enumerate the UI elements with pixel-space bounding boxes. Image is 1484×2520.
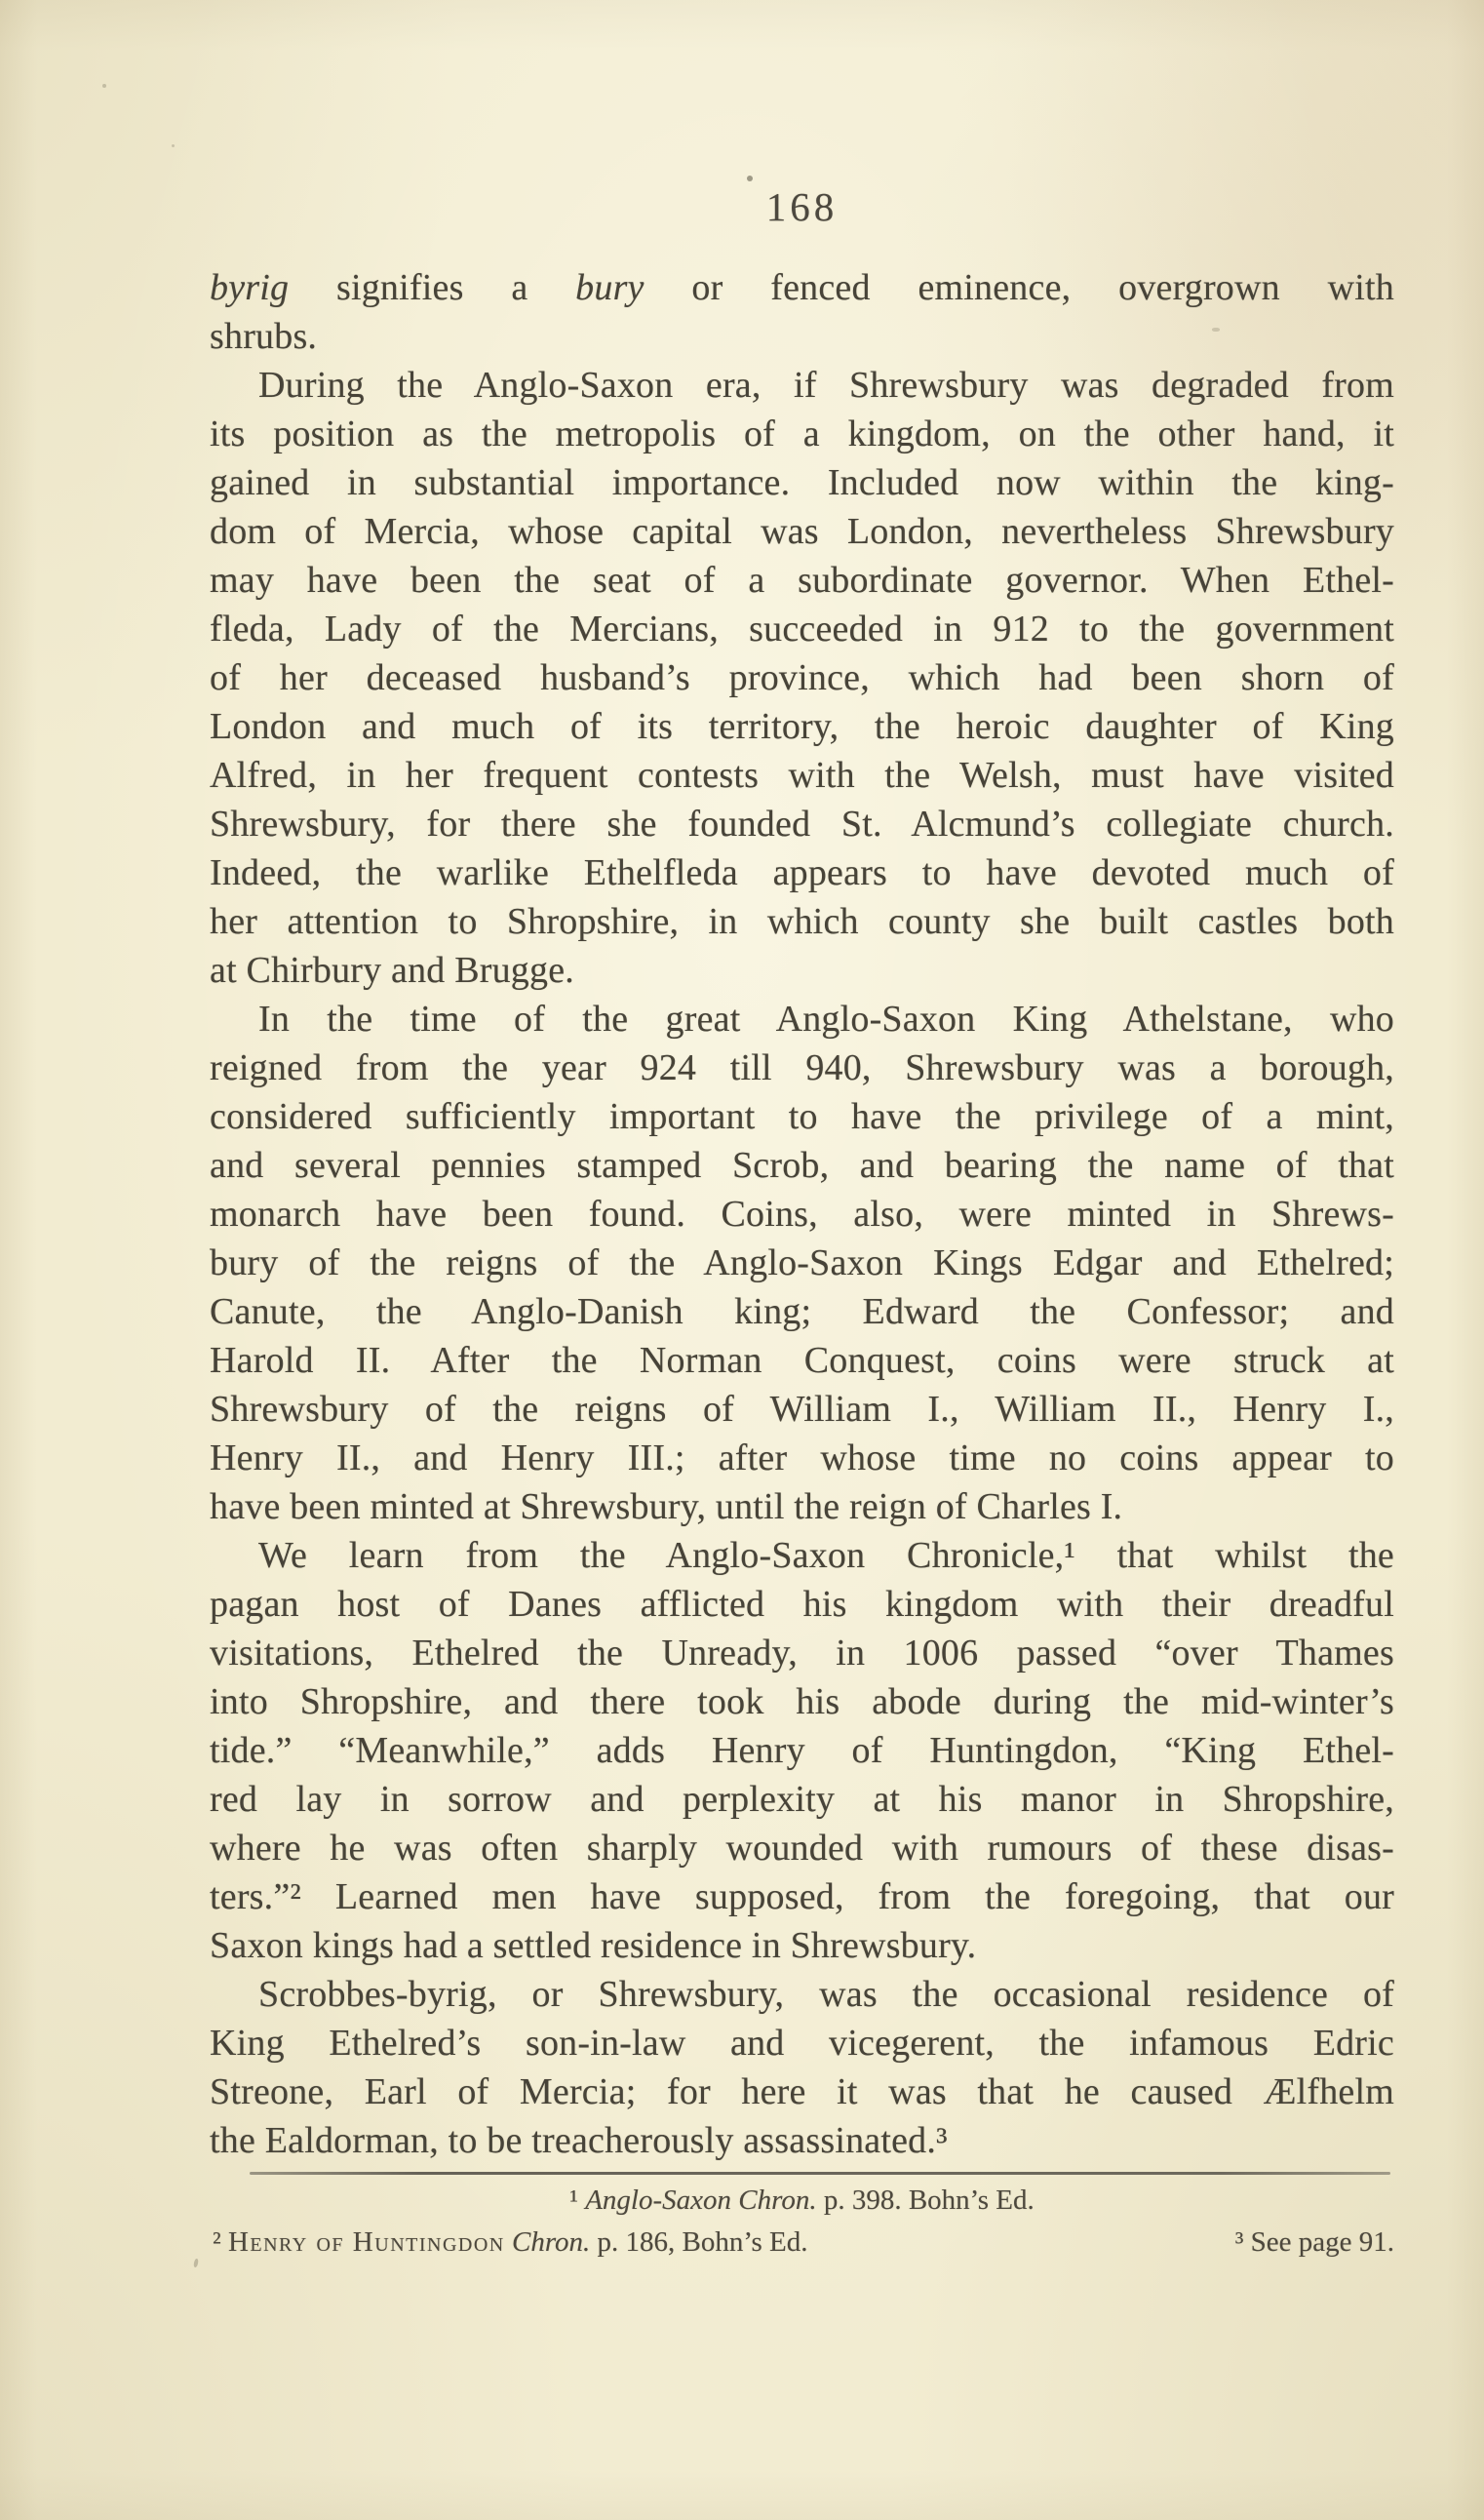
- text-line: pagan host of Danes afflicted his kingdom with their dreadful: [210, 1584, 1394, 1625]
- ink-speck: [102, 84, 106, 88]
- text-line: Harold II. After the Norman Conquest, coins were struck at: [210, 1340, 1394, 1381]
- text-line: her attention to Shropshire, in which county she built castles both: [210, 901, 1394, 942]
- text-line: byrig signifies a bury or fenced eminence, overgrown with: [210, 267, 1394, 308]
- text-line: Saxon kings had a settled residence in Shrewsbury.: [210, 1925, 977, 1966]
- text-line: red lay in sorrow and perplexity at his manor in Shropshire,: [210, 1779, 1394, 1820]
- text-line: visitations, Ethelred the Unready, in 1006 passed “over Thames: [210, 1633, 1394, 1673]
- text-line: Indeed, the warlike Ethelfleda appears to have devoted much of: [210, 852, 1394, 893]
- text-line: shrubs.: [210, 316, 318, 357]
- text-line: London and much of its territory, the heroic daughter of King: [210, 706, 1394, 747]
- footnote-1: ¹ Anglo-Saxon Chron. p. 398. Bohn’s Ed.: [569, 2185, 1035, 2216]
- text-line: where he was often sharply wounded with rumours of these disas-: [210, 1828, 1394, 1869]
- text-line: We learn from the Anglo-Saxon Chronicle,¹ that whilst the: [258, 1535, 1394, 1576]
- text-line: In the time of the great Anglo-Saxon King Athelstane, who: [258, 999, 1394, 1040]
- text-line: have been minted at Shrewsbury, until the reign of Charles I.: [210, 1486, 1123, 1527]
- text-line: Canute, the Anglo-Danish king; Edward the Confessor; and: [210, 1291, 1394, 1332]
- text-line: King Ethelred’s son-in-law and vicegerent, the infamous Edric: [210, 2023, 1394, 2064]
- text-line: reigned from the year 924 till 940, Shrewsbury was a borough,: [210, 1047, 1394, 1088]
- paragraph: [210, 995, 1394, 1531]
- text-line: Henry II., and Henry III.; after whose time no coins appear to: [210, 1437, 1394, 1478]
- text-line: Shrewsbury, for there she founded St. Alcmund’s collegiate church.: [210, 804, 1394, 845]
- footnote-3: ³ See page 91.: [1234, 2226, 1394, 2258]
- text-line: gained in substantial importance. Included now within the king-: [210, 462, 1394, 503]
- footnote-2: ² Henry of Huntingdon Chron. p. 186, Bohn’s Ed.: [213, 2226, 808, 2258]
- ink-speck: [1212, 328, 1220, 332]
- text-line: Streone, Earl of Mercia; for here it was that he caused Ælfhelm: [210, 2071, 1394, 2112]
- text-line: its position as the metropolis of a kingdom, on the other hand, it: [210, 413, 1394, 454]
- text-line: of her deceased husband’s province, which had been shorn of: [210, 657, 1394, 698]
- paragraph: [210, 1531, 1394, 1970]
- text-line: the Ealdorman, to be treacherously assassinated.³: [210, 2120, 948, 2161]
- text-line: at Chirbury and Brugge.: [210, 950, 574, 991]
- text-line: Shrewsbury of the reigns of William I., William II., Henry I.,: [210, 1389, 1394, 1430]
- text-line: considered sufficiently important to have the privilege of a mint,: [210, 1096, 1394, 1137]
- ink-speck: [193, 2259, 199, 2268]
- text-line: dom of Mercia, whose capital was London, nevertheless Shrewsbury: [210, 511, 1394, 552]
- paragraph: [210, 263, 1394, 361]
- text-line: Alfred, in her frequent contests with the Welsh, must have visited: [210, 755, 1394, 796]
- text-line: fleda, Lady of the Mercians, succeeded in 912 to the government: [210, 609, 1394, 650]
- paragraph: [210, 1970, 1394, 2165]
- text-line: and several pennies stamped Scrob, and bearing the name of that: [210, 1145, 1394, 1186]
- text-line: may have been the seat of a subordinate governor. When Ethel-: [210, 560, 1394, 601]
- text-line: monarch have been found. Coins, also, were minted in Shrews-: [210, 1194, 1394, 1235]
- page-number: 168: [765, 184, 839, 229]
- body-text: [210, 263, 1394, 2165]
- ink-speck: [747, 176, 753, 181]
- footnote-divider: [250, 2172, 1390, 2175]
- text-line: bury of the reigns of the Anglo-Saxon Kings Edgar and Ethelred;: [210, 1242, 1394, 1283]
- text-line: Scrobbes-byrig, or Shrewsbury, was the occasional residence of: [258, 1974, 1394, 2015]
- text-line: ters.”² Learned men have supposed, from the foregoing, that our: [210, 1876, 1394, 1917]
- text-line: into Shropshire, and there took his abode during the mid-winter’s: [210, 1681, 1394, 1722]
- text-line: During the Anglo-Saxon era, if Shrewsbury was degraded from: [258, 365, 1394, 406]
- text-line: tide.” “Meanwhile,” adds Henry of Huntingdon, “King Ethel-: [210, 1730, 1394, 1771]
- paragraph: [210, 361, 1394, 995]
- ink-speck: [172, 144, 175, 147]
- footnote-row: [213, 2226, 1394, 2259]
